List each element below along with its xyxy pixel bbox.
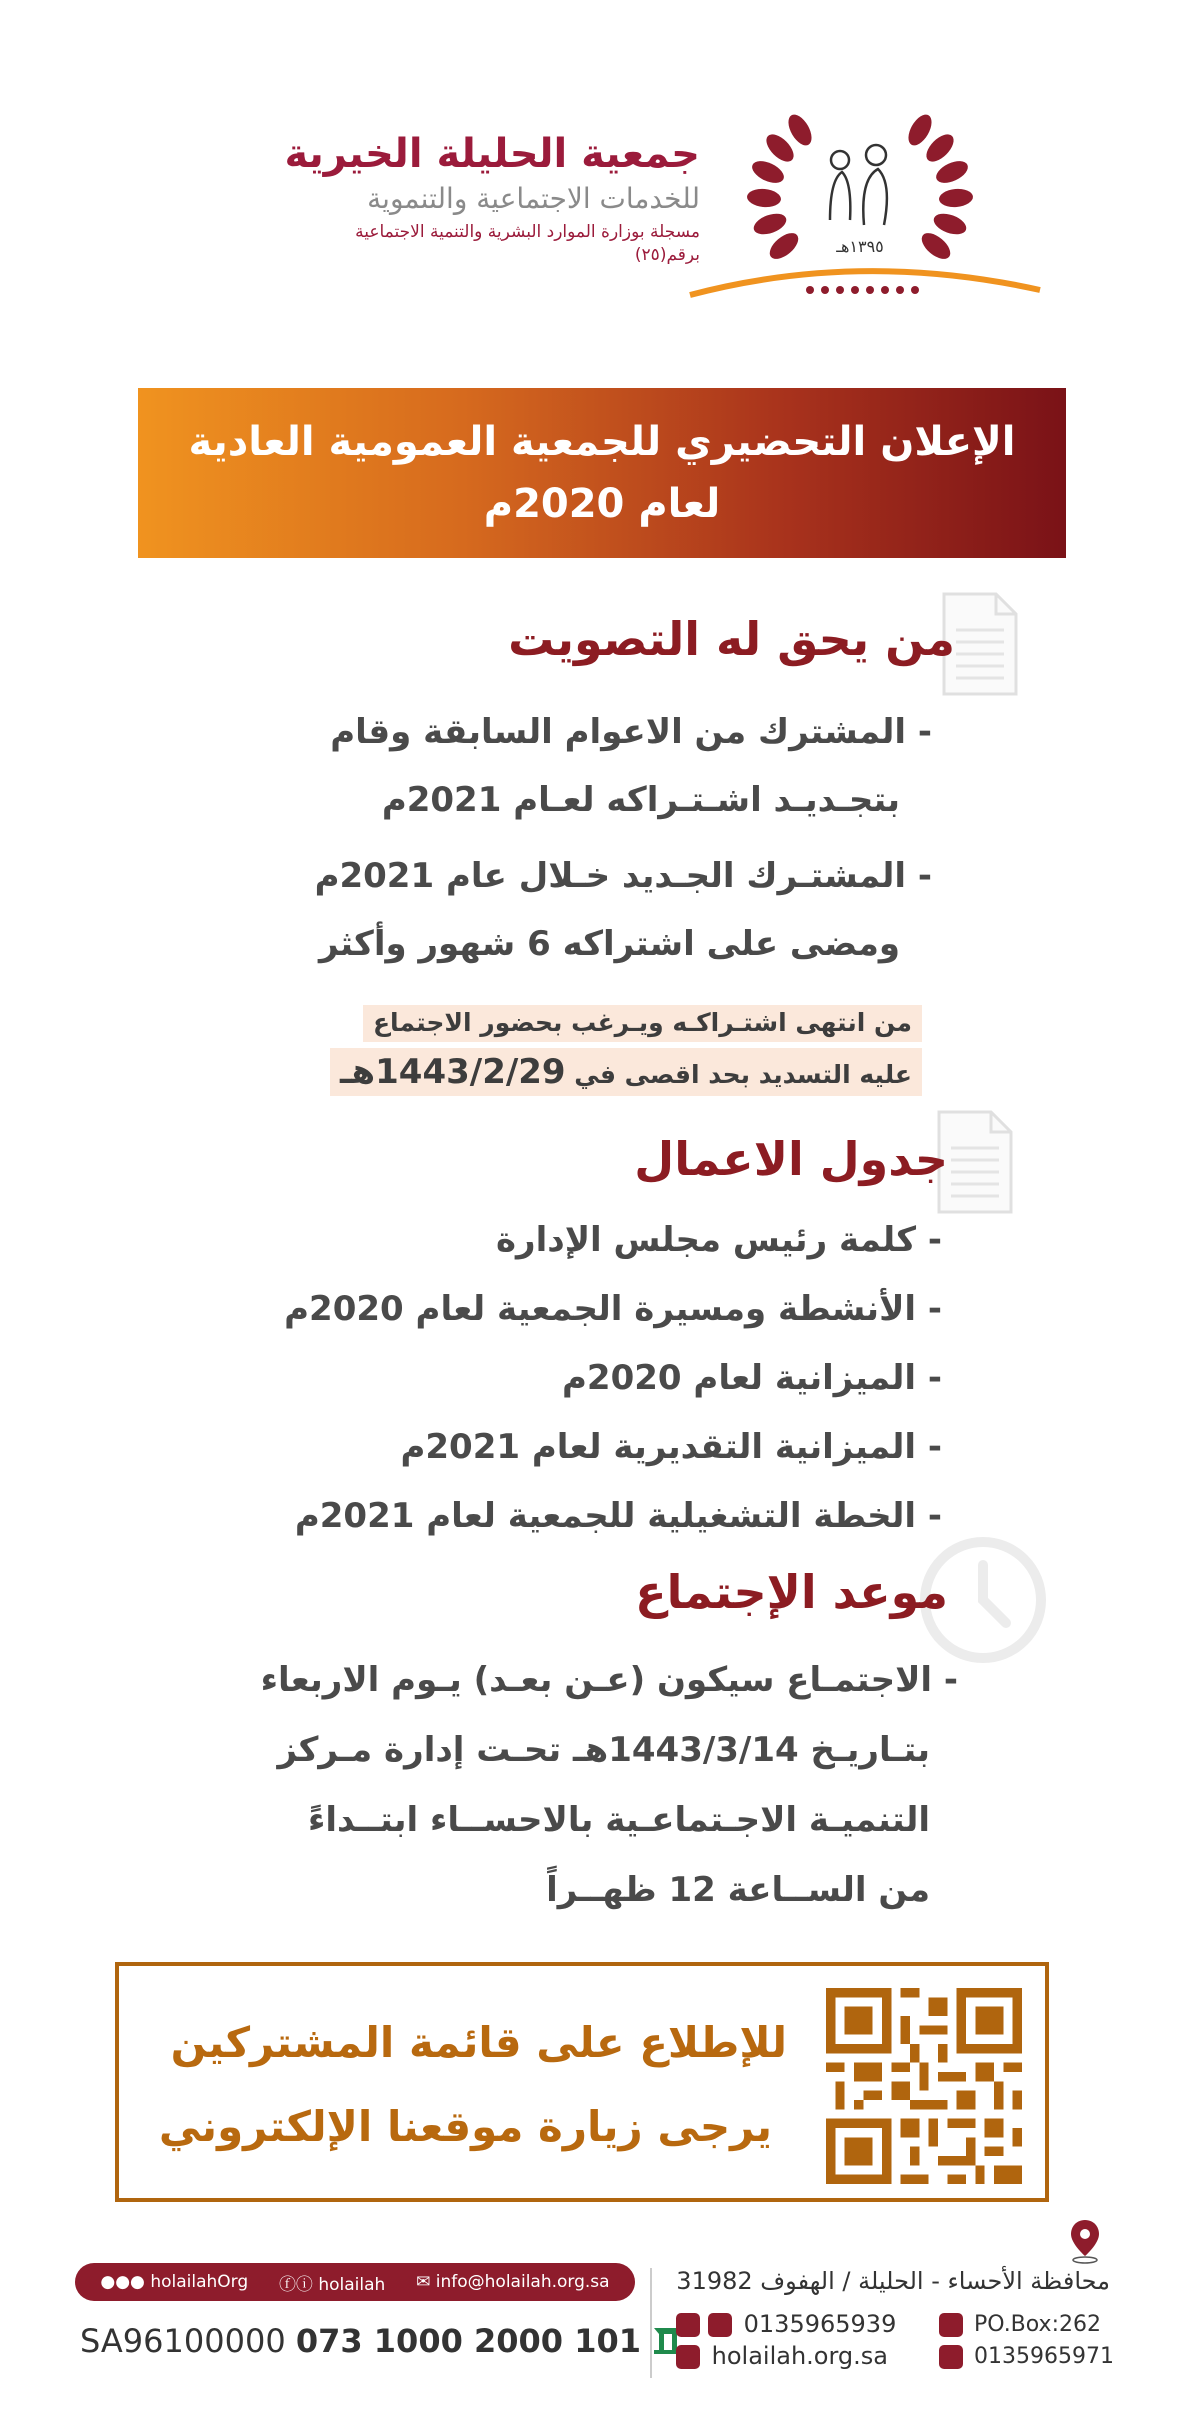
iban-prefix: SA96100000	[80, 2322, 286, 2360]
qr-text-line-2: يرجى زيارة موقعنا الإلكتروني	[158, 2102, 772, 2151]
agenda-item-1: - كلمة رئيس مجلس الإدارة	[495, 1220, 942, 1260]
agenda-item-5: - الخطة التشغيلية للجمعية لعام 2021م	[294, 1496, 942, 1536]
whatsapp-icon	[708, 2313, 732, 2337]
phone-icon	[676, 2313, 700, 2337]
banner-title-line-2: لعام 2020م	[483, 481, 721, 527]
email-link[interactable]: ✉ info@holailah.org.sa	[416, 2272, 610, 2292]
org-registration	[280, 221, 700, 267]
meeting-line-1: - الاجتمـاع سيكون (عـن بعـد) يـوم الاربعاء	[260, 1660, 958, 1700]
renewal-note-line-1: من انتهى اشتـراكـه ويـرغب بحضور الاجتماع	[363, 1005, 922, 1042]
mailbox-icon	[939, 2313, 963, 2337]
banner-title-line-1: الإعلان التحضيري للجمعية العمومية العادية	[188, 419, 1016, 465]
twitter-icon: ●●●	[100, 2272, 145, 2292]
footer-address: محافظة الأحساء - الحليلة / الهفوف 31982	[676, 2267, 1110, 2295]
facebook-icon: ⓕⓘ	[278, 2274, 313, 2295]
voting-title: من يحق له التصويت	[508, 612, 955, 666]
agenda-title: جدول الاعمال	[634, 1132, 948, 1186]
bank-iban	[80, 2322, 685, 2360]
meeting-title: موعد الإجتماع	[635, 1565, 948, 1619]
voting-item-2b: ومضى على اشتراكه 6 شهور وأكثر	[319, 924, 900, 964]
agenda-item-2: - الأنشطة ومسيرة الجمعية لعام 2020م	[284, 1289, 942, 1329]
meeting-line-2: بتـاريـخ 1443/3/14هـ تحـت إدارة مـركز	[277, 1730, 930, 1770]
registration-line-2: برقم(٢٥)	[634, 244, 700, 265]
registration-line-1: مسجلة بوزارة الموارد البشرية والتنمية الاجتماعية	[355, 222, 700, 242]
social-contact-bar	[75, 2263, 635, 2301]
svg-text:١٣٩٥هـ: ١٣٩٥هـ	[836, 237, 884, 256]
org-text-block	[280, 130, 700, 267]
renewal-deadline-date: 1443/2/29هـ	[339, 1052, 566, 1092]
footer-fax: 0135965971	[935, 2344, 1114, 2369]
renewal-note-prefix: عليه التسديد بحد اقصى في	[565, 1060, 912, 1089]
meeting-line-3: التنميـة الاجـتماعـية بالاحســاء ابتــداءً	[307, 1800, 930, 1840]
voting-item-1a: - المشترك من الاعوام السابقة وقام	[330, 712, 932, 752]
footer-po-box: PO.Box:262	[935, 2312, 1101, 2337]
social-handle-twitter[interactable]: ●●● holailahOrg	[100, 2272, 249, 2292]
email-icon: ✉	[416, 2272, 431, 2292]
agenda-item-4: - الميزانية التقديرية لعام 2021م	[400, 1427, 942, 1467]
renewal-note-line-2	[330, 1048, 922, 1096]
meeting-line-4: من الســاعة 12 ظهــراً	[546, 1870, 930, 1910]
social-handle-facebook[interactable]: ⓕⓘ holailah	[278, 2274, 386, 2295]
fax-icon	[939, 2345, 963, 2369]
org-logo	[680, 100, 1060, 300]
footer-phone[interactable]: 0135965939	[672, 2310, 896, 2338]
qr-code[interactable]	[826, 1988, 1022, 2184]
voting-item-1b: بتجـديـد اشـتـراكه لعـام 2021م	[381, 780, 900, 820]
voting-item-2a: - المشتـرك الجـديد خـلال عام 2021م	[314, 856, 932, 896]
org-name: جمعية الحليلة الخيرية	[284, 131, 700, 177]
location-pin-icon	[1068, 2218, 1102, 2264]
footer-website[interactable]: holailah.org.sa	[672, 2342, 888, 2370]
agenda-item-3: - الميزانية لعام 2020م	[562, 1358, 942, 1398]
iban-number: 073 1000 2000 101	[295, 2322, 641, 2360]
announcement-banner	[138, 388, 1066, 558]
qr-text-line-1: للإطلاع على قائمة المشتركين	[170, 2018, 787, 2067]
org-subtitle: للخدمات الاجتماعية والتنموية	[367, 182, 700, 215]
globe-icon	[676, 2345, 700, 2369]
